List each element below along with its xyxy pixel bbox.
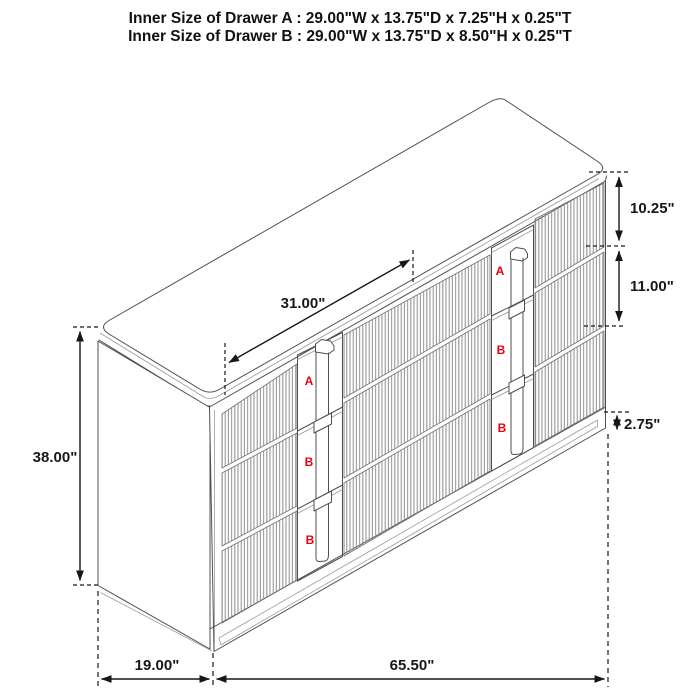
- drawer-label-right-b2: B: [497, 421, 507, 435]
- dim-depth-label: 19.00": [134, 657, 180, 674]
- dim-depth: [102, 657, 210, 679]
- dim-drawer-unit-width-label: 31.00": [280, 295, 326, 312]
- diagram-title: [128, 10, 572, 45]
- drawer-label-left-a: A: [304, 374, 314, 388]
- title-line-1: Inner Size of Drawer A : 29.00"W x 13.75"D x 7.25"H x 0.25"T: [128, 10, 572, 27]
- handle-bar-right-cap: [511, 248, 528, 262]
- drawer-label-right-a: A: [495, 264, 505, 278]
- dim-drawer-b-height-label: 11.00": [630, 278, 674, 295]
- drawer-label-left-b1: B: [304, 455, 314, 469]
- dim-overall-width-label: 65.50": [389, 657, 435, 674]
- dim-overall-height: [33, 327, 101, 585]
- cabinet-side-panel: [98, 341, 210, 649]
- dim-base-height: [604, 412, 660, 433]
- dim-drawer-a-height-label: 10.25": [630, 200, 675, 217]
- drawer-label-left-b2: B: [305, 533, 315, 547]
- dim-base-height-label: 2.75": [624, 416, 661, 433]
- cabinet-drawing: [98, 99, 607, 652]
- handle-bar-left-cap: [316, 340, 335, 355]
- dim-overall-width: [217, 657, 605, 679]
- dim-overall-height-label: 38.00": [32, 449, 78, 466]
- drawer-label-right-b1: B: [496, 343, 506, 357]
- title-line-2: Inner Size of Drawer B : 29.00"W x 13.75"D x 8.50"H x 0.25"T: [128, 28, 572, 45]
